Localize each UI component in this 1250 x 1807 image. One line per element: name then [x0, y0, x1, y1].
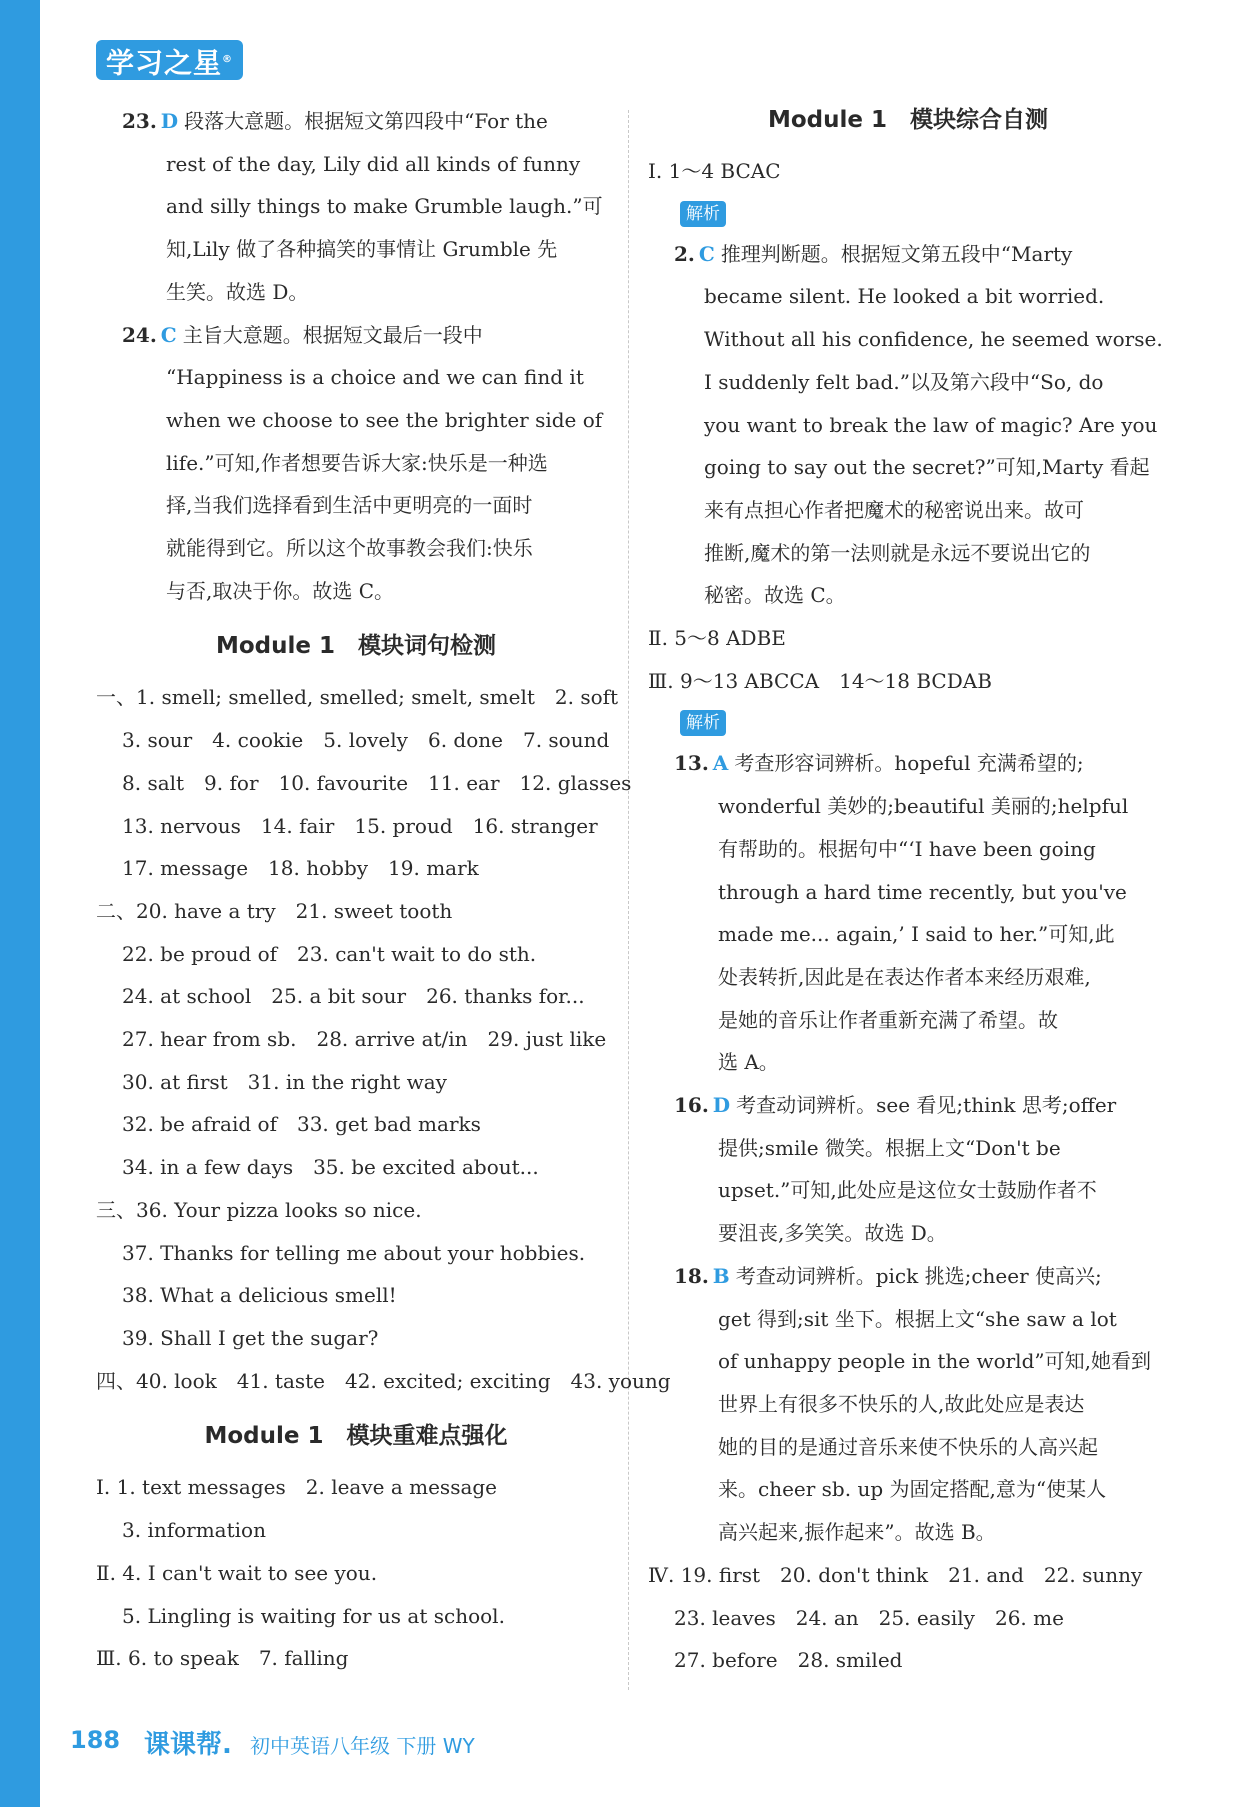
answers-part4: Ⅳ. 19. first 20. don't think 21. and 22. sunny [648, 1562, 1143, 1587]
q2-line: 推断,魔术的第一法则就是永远不要说出它的 [704, 540, 1091, 565]
section-title-vocab: Module 1 模块词句检测 [215, 633, 497, 660]
q24-line-4: 择,当我们选择看到生活中更明亮的一面时 [166, 493, 533, 518]
keypoint-line: Ⅲ. 6. to speak 7. falling [96, 1646, 349, 1671]
q13-line-0: 13. A 考查形容词辨析。hopeful 充满希望的; [674, 751, 1084, 776]
section-title-keypoints: Module 1 模块重难点强化 [204, 1423, 508, 1450]
q2-line: became silent. He looked a bit worried. [704, 284, 1105, 309]
analysis-tag: 解析 [680, 710, 726, 736]
q2-line: I suddenly felt bad.”以及第六段中“So, do [704, 369, 1104, 394]
q23-line-1: rest of the day, Lily did all kinds of funny [166, 151, 581, 176]
vocab-line: 34. in a few days 35. be excited about... [122, 1155, 539, 1180]
analysis-tag: 解析 [680, 201, 726, 227]
q24-line-2: when we choose to see the brighter side of [166, 407, 603, 432]
vocab-line: 3. sour 4. cookie 5. lovely 6. done 7. sound [122, 728, 610, 753]
vocab-line: 38. What a delicious smell! [122, 1283, 397, 1308]
vocab-line: 四、40. look 41. taste 42. excited; exciting 43. young [96, 1368, 671, 1393]
q18-line: get 得到;sit 坐下。根据上文“she saw a lot [718, 1306, 1117, 1331]
side-color-bar [0, 0, 40, 1807]
answers-part3: Ⅲ. 9～13 ABCCA 14～18 BCDAB [648, 668, 992, 693]
vocab-line: 30. at first 31. in the right way [122, 1069, 447, 1094]
q18-line: 她的目的是通过音乐来使不快乐的人高兴起 [718, 1434, 1098, 1459]
q13-line: 是她的音乐让作者重新充满了希望。故 [718, 1007, 1058, 1032]
q24-line-1: “Happiness is a choice and we can find it [166, 365, 584, 390]
answers-part1: Ⅰ. 1～4 BCAC [648, 159, 781, 183]
q2-line: you want to break the law of magic? Are you [704, 412, 1158, 437]
answers-part4: 23. leaves 24. an 25. easily 26. me [674, 1605, 1064, 1630]
vocab-line: 22. be proud of 23. can't wait to do sth. [122, 941, 537, 966]
q23-line-0: 23. D 段落大意题。根据短文第四段中“For the [122, 109, 548, 133]
answers-part2: Ⅱ. 5～8 ADBE [648, 626, 786, 651]
q16-line: upset.”可知,此处应是这位女士鼓励作者不 [718, 1178, 1097, 1203]
q23-line-3: 知,Lily 做了各种搞笑的事情让 Grumble 先 [166, 237, 558, 262]
q2-line: 来有点担心作者把魔术的秘密说出来。故可 [704, 497, 1084, 522]
right-column [648, 100, 1168, 1682]
q13-line: 有帮助的。根据句中“‘I have been going [718, 836, 1096, 861]
q23-line-4: 生笑。故选 D。 [166, 279, 309, 304]
q2-line: Without all his confidence, he seemed worse. [704, 327, 1163, 352]
vocab-line: 17. message 18. hobby 19. mark [122, 856, 479, 881]
brand-logo: 学习之星® [96, 40, 243, 80]
q18-line: 高兴起来,振作起来”。故选 B。 [718, 1520, 996, 1545]
q24-line-3: life.”可知,作者想要告诉大家:快乐是一种选 [166, 450, 548, 475]
vocab-line: 二、20. have a try 21. sweet tooth [96, 898, 453, 923]
vocab-line: 24. at school 25. a bit sour 26. thanks for... [122, 984, 585, 1009]
q13-line: wonderful 美妙的;beautiful 美丽的;helpful [718, 794, 1129, 819]
q24-line-6: 与否,取决于你。故选 C。 [166, 578, 395, 603]
q2-line: going to say out the secret?”可知,Marty 看起 [704, 455, 1150, 480]
footer-book-title: 初中英语八年级 下册 WY [250, 1734, 475, 1758]
q16-line-0: 16. D 考查动词辨析。see 看见;think 思考;offer [674, 1093, 1117, 1118]
left-column [96, 100, 671, 1680]
q2-line-0: 2. C 推理判断题。根据短文第五段中“Marty [674, 241, 1073, 266]
vocab-line: 32. be afraid of 33. get bad marks [122, 1112, 481, 1137]
section-title-selftest: Module 1 模块综合自测 [767, 107, 1049, 133]
q13-line: made me... again,’ I said to her.”可知,此 [718, 922, 1115, 947]
q18-line: 世界上有很多不快乐的人,故此处应是表达 [718, 1391, 1085, 1416]
vocab-line: 39. Shall I get the sugar? [122, 1325, 379, 1350]
column-divider [628, 110, 629, 1690]
q18-line: 来。cheer sb. up 为固定搭配,意为“使某人 [718, 1477, 1107, 1502]
q18-line-0: 18. B 考查动词辨析。pick 挑选;cheer 使高兴; [674, 1263, 1102, 1288]
page-number: 188 [70, 1726, 121, 1754]
q13-line: through a hard time recently, but you've [718, 879, 1127, 904]
q2-line: 秘密。故选 C。 [704, 583, 846, 608]
q23-line-2: and silly things to make Grumble laugh.”可 [166, 194, 603, 219]
vocab-line: 37. Thanks for telling me about your hobbies. [122, 1240, 586, 1265]
q18-line: of unhappy people in the world”可知,她看到 [718, 1349, 1151, 1374]
q16-line: 提供;smile 微笑。根据上文“Don't be [718, 1135, 1061, 1160]
q13-line: 处表转折,因此是在表达作者本来经历艰难, [718, 964, 1091, 989]
footer-brand: 课课帮. [144, 1730, 232, 1760]
vocab-line: 一、1. smell; smelled, smelled; smelt, smelt 2. soft [96, 685, 619, 710]
vocab-line: 三、36. Your pizza looks so nice. [96, 1197, 422, 1222]
vocab-line: 13. nervous 14. fair 15. proud 16. stranger [122, 813, 598, 838]
q13-line: 选 A。 [718, 1050, 779, 1075]
vocab-line: 27. hear from sb. 28. arrive at/in 29. just like [122, 1027, 607, 1052]
q24-line-0: 24. C 主旨大意题。根据短文最后一段中 [122, 322, 483, 347]
vocab-line: 8. salt 9. for 10. favourite 11. ear 12. glasses [122, 770, 632, 795]
keypoint-line: Ⅰ. 1. text messages 2. leave a message [96, 1475, 498, 1500]
q16-line: 要沮丧,多笑笑。故选 D。 [718, 1221, 947, 1246]
answers-part4: 27. before 28. smiled [674, 1648, 903, 1673]
q24-line-5: 就能得到它。所以这个故事教会我们:快乐 [166, 536, 533, 561]
keypoint-line: 5. Lingling is waiting for us at school. [122, 1603, 505, 1628]
keypoint-line: 3. information [122, 1518, 266, 1543]
keypoint-line: Ⅱ. 4. I can't wait to see you. [96, 1560, 378, 1585]
